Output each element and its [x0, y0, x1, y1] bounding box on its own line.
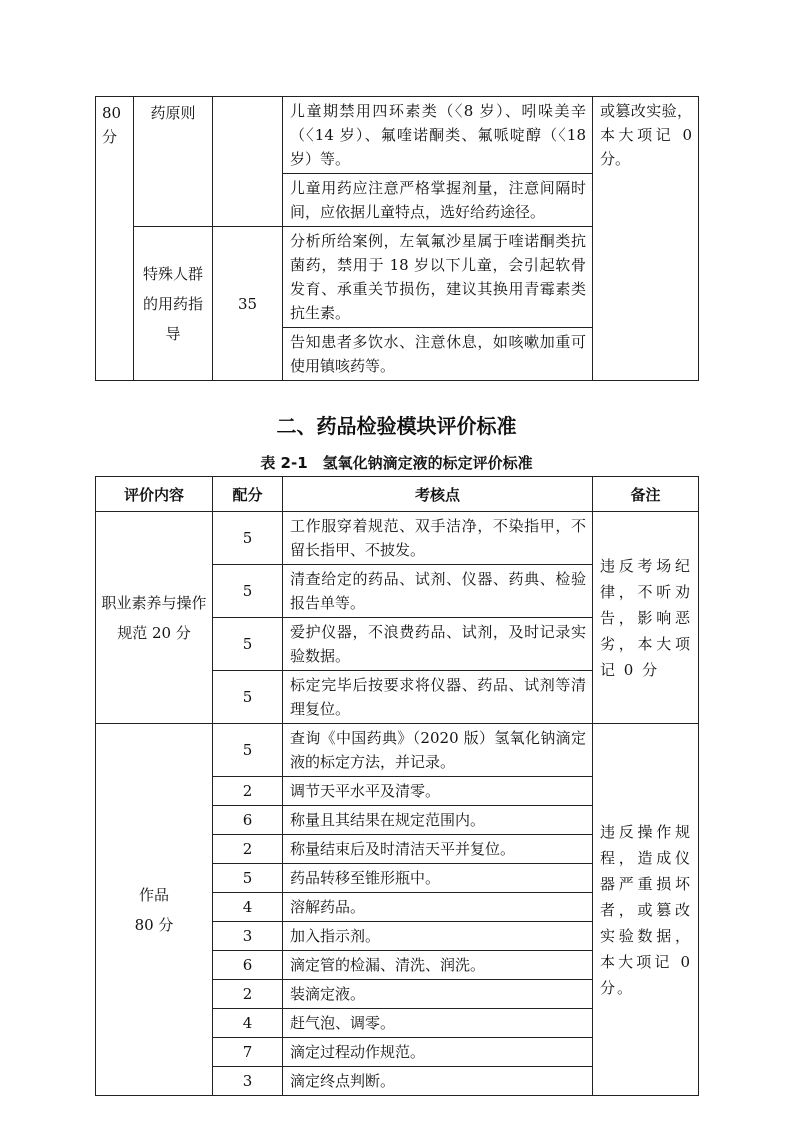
- row-point: 调节天平水平及清零。: [283, 777, 593, 806]
- header-points: 考核点: [283, 477, 593, 512]
- score-label: 80 分: [96, 97, 134, 381]
- header-content: 评价内容: [96, 477, 213, 512]
- row-score: 7: [213, 1038, 283, 1067]
- row-point: 爱护仪器，不浪费药品、试剂，及时记录实验数据。: [283, 618, 593, 671]
- special-row-1: 分析所给案例，左氧氟沙星属于喹诺酮类抗菌药，禁用于 18 岁以下儿童，会引起软骨发育、承重关节损伤，建议其换用青霉素类抗生素。: [283, 227, 593, 328]
- group2-label: [96, 724, 213, 1096]
- special-row-2: 告知患者多饮水、注意休息，如咳嗽加重可使用镇咳药等。: [283, 328, 593, 381]
- item-principle: 药原则: [134, 97, 213, 227]
- row-score: 5: [213, 724, 283, 777]
- row-score: 6: [213, 951, 283, 980]
- row-score: 2: [213, 777, 283, 806]
- row-score: 3: [213, 922, 283, 951]
- row-score: 5: [213, 565, 283, 618]
- row-point: 装滴定液。: [283, 980, 593, 1009]
- empty-score-cell: [213, 97, 283, 227]
- table-row: [96, 512, 699, 565]
- evaluation-table: [95, 476, 699, 1096]
- header-note: 备注: [593, 477, 699, 512]
- row-score: 6: [213, 806, 283, 835]
- section-title: 二、药品检验模块评价标准: [276, 414, 517, 438]
- principle-row-2: 儿童用药应注意严格掌握剂量，注意间隔时间，应依据儿童特点，选好给药途径。: [283, 174, 593, 227]
- row-point: 称量结束后及时清洁天平并复位。: [283, 835, 593, 864]
- row-score: 4: [213, 893, 283, 922]
- row-score: 2: [213, 835, 283, 864]
- row-score: 2: [213, 980, 283, 1009]
- row-point: 工作服穿着规范、双手洁净，不染指甲，不留长指甲、不披发。: [283, 512, 593, 565]
- row-score: 4: [213, 1009, 283, 1038]
- table-row: [96, 724, 699, 777]
- table-caption: 表 2-1 氢氧化钠滴定液的标定评价标准: [260, 454, 533, 472]
- row-point: 滴定终点判断。: [283, 1067, 593, 1096]
- continuation-table: [95, 96, 699, 381]
- row-point: 药品转移至锥形瓶中。: [283, 864, 593, 893]
- group2-label-line1: 作品: [138, 885, 169, 904]
- row-point: 称量且其结果在规定范围内。: [283, 806, 593, 835]
- header-row: [96, 477, 699, 512]
- row-point: 滴定管的检漏、清洗、润洗。: [283, 951, 593, 980]
- row-score: 5: [213, 618, 283, 671]
- row-point: 查询《中国药典》（2020 版）氢氧化钠滴定液的标定方法，并记录。: [283, 724, 593, 777]
- group2-note: 违反操作规程，造成仪器严重损坏者，或篡改实验数据，本大项记 0 分。: [593, 724, 699, 1096]
- group1-note: 违反考场纪律，不听劝告，影响恶劣，本大项记 0 分: [593, 512, 699, 724]
- special-item: 特殊人群的用药指导: [134, 227, 213, 381]
- note-cell: 或篡改实验，本大项记 0 分。: [593, 97, 699, 381]
- row-score: 5: [213, 512, 283, 565]
- header-score: 配分: [213, 477, 283, 512]
- row-score: 3: [213, 1067, 283, 1096]
- special-score: 35: [213, 227, 283, 381]
- principle-row-1: 儿童期禁用四环素类（〈8 岁）、吲哚美辛（〈14 岁）、氟喹诺酮类、氟哌啶醇（〈18 岁）等。: [283, 97, 593, 174]
- row-score: 5: [213, 864, 283, 893]
- row-point: 滴定过程动作规范。: [283, 1038, 593, 1067]
- group2-label-line2: 80 分: [134, 915, 174, 934]
- row-point: 加入指示剂。: [283, 922, 593, 951]
- row-point: 标定完毕后按要求将仪器、药品、试剂等清理复位。: [283, 671, 593, 724]
- row-point: 清查给定的药品、试剂、仪器、药典、检验报告单等。: [283, 565, 593, 618]
- row-point: 赶气泡、调零。: [283, 1009, 593, 1038]
- row-score: 5: [213, 671, 283, 724]
- group1-label: 职业素养与操作规范 20 分: [96, 512, 213, 724]
- row-point: 溶解药品。: [283, 893, 593, 922]
